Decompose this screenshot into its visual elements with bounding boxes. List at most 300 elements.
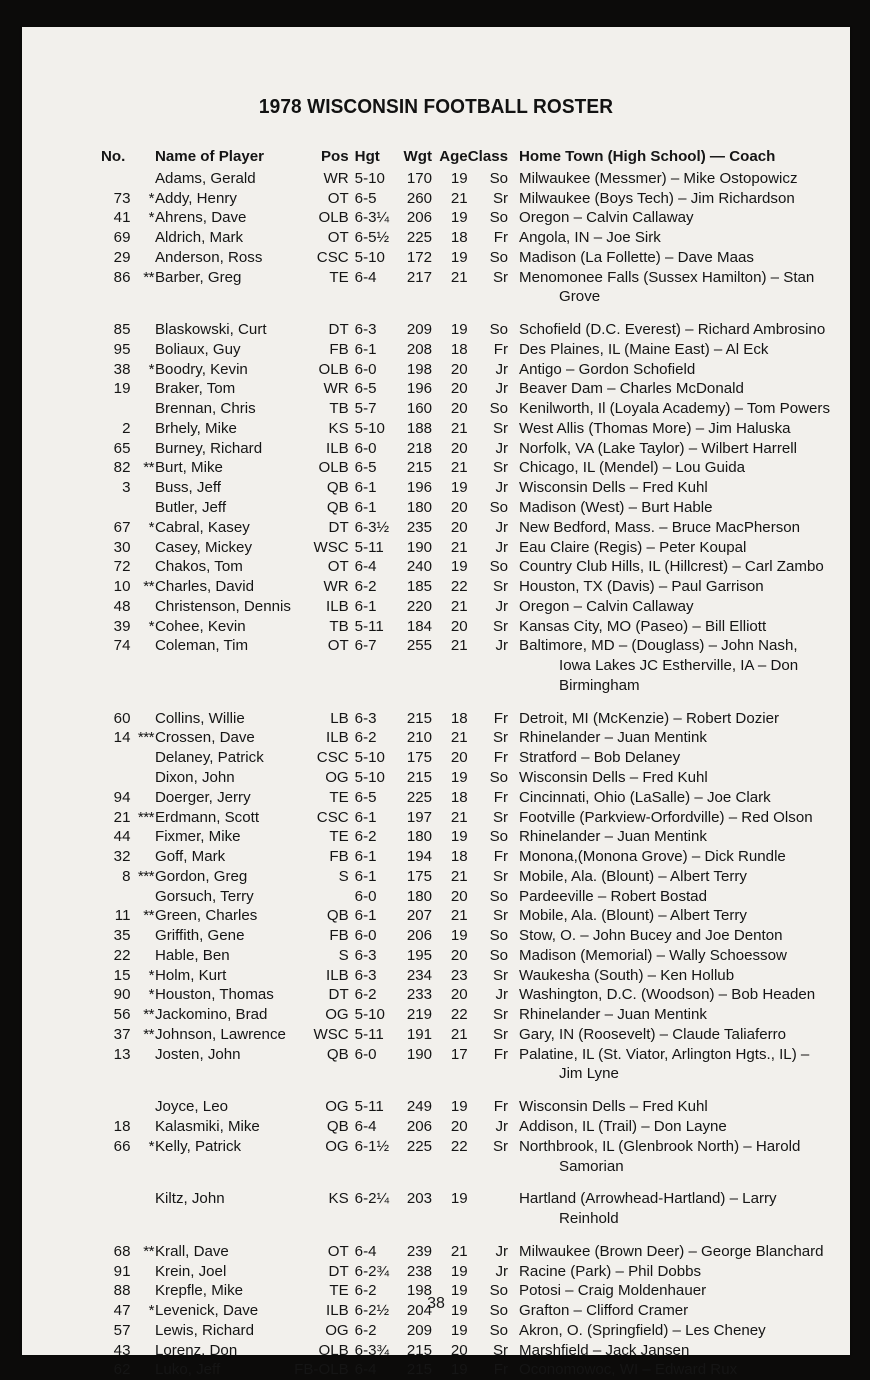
cell-hgt: 6-0 bbox=[354, 927, 377, 945]
cell-stars: * bbox=[148, 189, 154, 207]
cell-hgt: 5-10 bbox=[354, 749, 385, 767]
cell-class: Sr bbox=[492, 1006, 509, 1024]
cell-class: So bbox=[489, 887, 509, 905]
table-row bbox=[100, 1176, 830, 1229]
cell-home-town: Angola, IN – Joe Sirk bbox=[519, 229, 661, 247]
column-header-wgt: Wgt bbox=[403, 148, 432, 165]
cell-stars bbox=[130, 478, 154, 498]
cell-class: Sr bbox=[492, 578, 509, 596]
cell-home-town: Washington, D.C. (Woodson) – Bob Headen bbox=[519, 986, 816, 1004]
table-row bbox=[100, 946, 830, 966]
cell-no: 68 bbox=[113, 1242, 131, 1260]
cell-age: 20 bbox=[450, 617, 468, 635]
cell-class: So bbox=[489, 946, 509, 964]
cell-class: Jr bbox=[495, 597, 509, 615]
cell-age: 20 bbox=[450, 518, 468, 536]
cell-stars: *** bbox=[137, 808, 154, 826]
cell-class: Jr bbox=[495, 1262, 509, 1280]
cell-wgt: 206 bbox=[406, 927, 432, 945]
cell-age: 20 bbox=[450, 986, 468, 1004]
cell-hgt: 6-4 bbox=[354, 268, 377, 286]
cell-no: 69 bbox=[113, 229, 131, 247]
cell-name: Delaney, Patrick bbox=[154, 749, 264, 767]
cell-no: 88 bbox=[113, 1282, 131, 1300]
cell-class: Jr bbox=[495, 538, 509, 556]
cell-pos: WSC bbox=[313, 538, 349, 556]
cell-name: Burt, Mike bbox=[154, 459, 223, 477]
cell-pos: DT bbox=[328, 518, 349, 536]
cell-name: Burney, Richard bbox=[154, 439, 263, 457]
cell-name: Josten, John bbox=[154, 1045, 241, 1063]
cell-name: Holm, Kurt bbox=[154, 966, 227, 984]
table-row bbox=[100, 1117, 830, 1137]
table-row bbox=[100, 1360, 830, 1380]
cell-home-town: Gary, IN (Roosevelt) – Claude Taliaferro bbox=[519, 1025, 787, 1043]
cell-class: Sr bbox=[492, 419, 509, 437]
cell-age: 19 bbox=[450, 1321, 468, 1339]
cell-class: Fr bbox=[493, 340, 509, 358]
cell-home-town: Antigo – Gordon Schofield bbox=[519, 360, 696, 378]
cell-name: Lewis, Richard bbox=[154, 1321, 254, 1339]
cell-no: 18 bbox=[113, 1117, 131, 1135]
cell-pos: FB bbox=[329, 848, 349, 866]
cell-no: 56 bbox=[113, 1006, 131, 1024]
cell-stars bbox=[130, 340, 154, 360]
cell-wgt: 235 bbox=[406, 518, 432, 536]
table-row bbox=[100, 867, 830, 887]
cell-hgt: 6-5 bbox=[354, 380, 377, 398]
cell-home-town: Mobile, Ala. (Blount) – Albert Terry bbox=[519, 867, 747, 885]
cell-pos: OLB bbox=[318, 459, 349, 477]
cell-no: 30 bbox=[113, 538, 131, 556]
cell-wgt: 210 bbox=[406, 729, 432, 747]
cell-name: Kelly, Patrick bbox=[154, 1137, 242, 1155]
cell-class: Sr bbox=[492, 617, 509, 635]
document-page bbox=[22, 27, 850, 1379]
roster-table bbox=[100, 147, 830, 1380]
cell-pos: TE bbox=[329, 268, 349, 286]
cell-wgt: 180 bbox=[406, 887, 432, 905]
cell-stars: ** bbox=[143, 907, 154, 925]
cell-wgt: 196 bbox=[406, 479, 432, 497]
cell-home-town: Madison (Memorial) – Wally Schoessow bbox=[519, 946, 787, 964]
cell-class: Sr bbox=[492, 189, 509, 207]
cell-hgt: 6-4 bbox=[354, 1242, 377, 1260]
cell-name: Doerger, Jerry bbox=[154, 788, 251, 806]
cell-pos: WR bbox=[323, 380, 349, 398]
cell-no: 94 bbox=[113, 788, 131, 806]
cell-home-town: Country Club Hills, IL (Hillcrest) – Carl Zambo bbox=[519, 558, 824, 576]
cell-stars: ** bbox=[143, 268, 154, 286]
cell-hgt: 6-5½ bbox=[354, 229, 390, 247]
cell-home-town: West Allis (Thomas More) – Jim Haluska bbox=[519, 419, 791, 437]
cell-stars bbox=[130, 847, 154, 867]
cell-pos: OG bbox=[325, 1321, 349, 1339]
cell-hgt: 6-5 bbox=[354, 459, 377, 477]
cell-no: 2 bbox=[122, 419, 131, 437]
cell-hgt: 6-5 bbox=[354, 788, 377, 806]
cell-stars bbox=[130, 1084, 154, 1117]
cell-name: Krall, Dave bbox=[154, 1242, 229, 1260]
cell-wgt: 238 bbox=[406, 1262, 432, 1280]
cell-hgt: 6-1 bbox=[354, 848, 377, 866]
cell-pos: TB bbox=[329, 617, 349, 635]
cell-class: Fr bbox=[493, 1045, 509, 1063]
cell-home-town: Wisconsin Dells – Fred Kuhl bbox=[519, 479, 708, 497]
cell-age: 22 bbox=[450, 1137, 468, 1155]
cell-wgt: 260 bbox=[406, 189, 432, 207]
cell-name: Green, Charles bbox=[154, 907, 258, 925]
cell-hgt: 6-3½ bbox=[354, 518, 390, 536]
cell-class: So bbox=[489, 828, 509, 846]
cell-pos: WR bbox=[323, 578, 349, 596]
table-row bbox=[100, 1025, 830, 1045]
cell-stars: * bbox=[148, 617, 154, 635]
cell-age: 20 bbox=[450, 1341, 468, 1359]
cell-class: So bbox=[489, 558, 509, 576]
cell-name: Charles, David bbox=[154, 578, 254, 596]
cell-home-town: Stratford – Bob Delaney bbox=[519, 749, 681, 767]
cell-name: Anderson, Ross bbox=[154, 248, 263, 266]
table-row bbox=[100, 399, 830, 419]
cell-stars: *** bbox=[137, 867, 154, 885]
cell-home-town: Des Plaines, IL (Maine East) – Al Eck bbox=[519, 340, 769, 358]
cell-class: Jr bbox=[495, 360, 509, 378]
cell-age: 20 bbox=[450, 749, 468, 767]
cell-home-town-continuation: Samorian bbox=[559, 1157, 624, 1175]
cell-hgt: 5-10 bbox=[354, 419, 385, 437]
cell-wgt: 172 bbox=[406, 248, 432, 266]
cell-class: So bbox=[489, 1282, 509, 1300]
cell-hgt: 6-2¼ bbox=[354, 1190, 390, 1208]
cell-hgt: 5-10 bbox=[354, 248, 385, 266]
cell-no: 65 bbox=[113, 439, 131, 457]
table-row bbox=[100, 248, 830, 268]
cell-home-town: Oregon – Calvin Callaway bbox=[519, 209, 694, 227]
cell-name: Dixon, John bbox=[154, 768, 235, 786]
cell-stars bbox=[130, 228, 154, 248]
cell-hgt: 6-1½ bbox=[354, 1137, 390, 1155]
cell-wgt: 190 bbox=[406, 1045, 432, 1063]
cell-class: Sr bbox=[492, 729, 509, 747]
cell-name: Barber, Greg bbox=[154, 268, 242, 286]
cell-pos: OT bbox=[327, 1242, 349, 1260]
table-row bbox=[100, 439, 830, 459]
cell-home-town: Akron, O. (Springfield) – Les Cheney bbox=[519, 1321, 766, 1339]
cell-pos: OG bbox=[325, 1137, 349, 1155]
cell-class: So bbox=[489, 209, 509, 227]
cell-name: Joyce, Leo bbox=[154, 1098, 228, 1116]
cell-wgt: 233 bbox=[406, 986, 432, 1004]
cell-class: Fr bbox=[493, 1098, 509, 1116]
cell-hgt: 6-2 bbox=[354, 828, 377, 846]
cell-stars: * bbox=[148, 360, 154, 378]
cell-no: 32 bbox=[113, 848, 131, 866]
cell-pos: TE bbox=[329, 828, 349, 846]
table-row bbox=[100, 617, 830, 637]
cell-stars bbox=[130, 788, 154, 808]
cell-home-town: Racine (Park) – Phil Dobbs bbox=[519, 1262, 702, 1280]
cell-name: Butler, Jeff bbox=[154, 499, 227, 517]
table-row bbox=[100, 1262, 830, 1282]
cell-home-town-continuation: Birmingham bbox=[559, 676, 640, 694]
table-row bbox=[100, 518, 830, 538]
cell-class: Fr bbox=[493, 848, 509, 866]
cell-stars: * bbox=[148, 518, 154, 536]
cell-stars bbox=[130, 748, 154, 768]
table-row bbox=[100, 887, 830, 907]
cell-age: 19 bbox=[450, 209, 468, 227]
cell-stars bbox=[130, 538, 154, 558]
cell-no: 10 bbox=[113, 578, 131, 596]
cell-no: 73 bbox=[113, 189, 131, 207]
cell-class: Sr bbox=[492, 907, 509, 925]
cell-home-town: Detroit, MI (McKenzie) – Robert Dozier bbox=[519, 709, 780, 727]
cell-pos: QB bbox=[326, 479, 349, 497]
cell-hgt: 6-0 bbox=[354, 887, 377, 905]
cell-class: Sr bbox=[492, 1025, 509, 1043]
cell-wgt: 209 bbox=[406, 1321, 432, 1339]
cell-home-town: Mobile, Ala. (Blount) – Albert Terry bbox=[519, 907, 747, 925]
cell-no: 11 bbox=[114, 907, 131, 925]
cell-pos: DT bbox=[328, 321, 349, 339]
cell-wgt: 215 bbox=[406, 1341, 432, 1359]
cell-age: 21 bbox=[450, 189, 468, 207]
cell-home-town: Oregon – Calvin Callaway bbox=[519, 597, 694, 615]
cell-hgt: 6-1 bbox=[354, 597, 377, 615]
cell-pos: ILB bbox=[326, 439, 349, 457]
cell-stars: * bbox=[148, 1137, 154, 1155]
cell-name: Johnson, Lawrence bbox=[154, 1025, 286, 1043]
cell-home-town: Madison (West) – Burt Hable bbox=[519, 499, 713, 517]
cell-name: Goff, Mark bbox=[154, 848, 226, 866]
cell-pos: QB bbox=[326, 907, 349, 925]
cell-pos bbox=[294, 887, 355, 907]
cell-hgt: 6-3¼ bbox=[354, 209, 390, 227]
cell-pos: OG bbox=[325, 1098, 349, 1116]
cell-pos: FB bbox=[329, 340, 349, 358]
cell-pos: LB bbox=[330, 709, 349, 727]
cell-pos: S bbox=[338, 867, 349, 885]
cell-name: Boodry, Kevin bbox=[154, 360, 248, 378]
cell-class: So bbox=[489, 169, 509, 187]
cell-name: Collins, Willie bbox=[154, 709, 245, 727]
cell-home-town: Addison, IL (Trail) – Don Layne bbox=[519, 1117, 727, 1135]
cell-home-town: Wisconsin Dells – Fred Kuhl bbox=[519, 1098, 708, 1116]
cell-home-town: Norfolk, VA (Lake Taylor) – Wilbert Harrell bbox=[519, 439, 797, 457]
cell-home-town: Beaver Dam – Charles McDonald bbox=[519, 380, 744, 398]
table-row bbox=[100, 208, 830, 228]
table-row bbox=[100, 788, 830, 808]
cell-wgt: 239 bbox=[406, 1242, 432, 1260]
cell-wgt: 175 bbox=[406, 867, 432, 885]
cell-no: 15 bbox=[113, 966, 131, 984]
table-row bbox=[100, 577, 830, 597]
table-row bbox=[100, 228, 830, 248]
cell-class: So bbox=[489, 499, 509, 517]
cell-pos: FB bbox=[329, 927, 349, 945]
cell-hgt: 5-11 bbox=[354, 617, 384, 635]
cell-hgt: 6-2¾ bbox=[354, 1262, 390, 1280]
cell-hgt: 6-1 bbox=[354, 867, 377, 885]
cell-hgt: 6-4 bbox=[354, 1361, 377, 1379]
table-row bbox=[100, 1137, 830, 1177]
cell-wgt: 234 bbox=[406, 966, 432, 984]
cell-stars: * bbox=[148, 1302, 154, 1320]
cell-class: Jr bbox=[495, 439, 509, 457]
cell-pos: DT bbox=[328, 986, 349, 1004]
cell-home-town: Houston, TX (Davis) – Paul Garrison bbox=[519, 578, 764, 596]
cell-age: 19 bbox=[450, 1098, 468, 1116]
cell-stars bbox=[130, 946, 154, 966]
cell-age: 19 bbox=[450, 479, 468, 497]
cell-age: 18 bbox=[450, 788, 468, 806]
cell-wgt: 217 bbox=[406, 268, 432, 286]
cell-class: So bbox=[489, 1302, 509, 1320]
roster-table-head bbox=[100, 147, 830, 169]
cell-hgt: 5-11 bbox=[354, 1098, 384, 1116]
cell-no: 14 bbox=[113, 729, 131, 747]
cell-wgt: 196 bbox=[406, 380, 432, 398]
cell-age: 21 bbox=[450, 1025, 468, 1043]
table-row bbox=[100, 696, 830, 729]
cell-stars bbox=[130, 1341, 154, 1361]
cell-stars bbox=[130, 1045, 154, 1085]
cell-home-town: Rhinelander – Juan Mentink bbox=[519, 729, 707, 747]
page-number: 38 bbox=[427, 1295, 445, 1312]
cell-hgt: 6-2 bbox=[354, 1282, 377, 1300]
cell-name: Crossen, Dave bbox=[154, 729, 255, 747]
table-row bbox=[100, 1321, 830, 1341]
cell-wgt: 188 bbox=[406, 419, 432, 437]
cell-home-town: Menomonee Falls (Sussex Hamilton) – Stan Grove bbox=[513, 268, 830, 308]
table-row bbox=[100, 268, 830, 308]
cell-stars bbox=[130, 1360, 154, 1380]
table-row bbox=[100, 985, 830, 1005]
cell-name: Hable, Ben bbox=[154, 946, 230, 964]
cell-age: 19 bbox=[450, 321, 468, 339]
cell-pos: WR bbox=[323, 169, 349, 187]
cell-wgt: 225 bbox=[406, 229, 432, 247]
cell-name: Kalasmiki, Mike bbox=[154, 1117, 260, 1135]
cell-name: Adams, Gerald bbox=[154, 169, 256, 187]
table-row bbox=[100, 906, 830, 926]
cell-name: Gorsuch, Terry bbox=[154, 887, 254, 905]
cell-no: 67 bbox=[113, 518, 131, 536]
cell-class: Fr bbox=[493, 1361, 509, 1379]
table-row bbox=[100, 379, 830, 399]
cell-age: 22 bbox=[450, 1006, 468, 1024]
cell-no: 57 bbox=[113, 1321, 131, 1339]
cell-pos: OT bbox=[327, 229, 349, 247]
cell-no: 3 bbox=[122, 479, 131, 497]
cell-stars: * bbox=[148, 966, 154, 984]
cell-class: So bbox=[489, 248, 509, 266]
cell-no: 8 bbox=[122, 867, 131, 885]
table-header-row bbox=[100, 147, 830, 169]
cell-home-town-continuation: Iowa Lakes JC Estherville, IA – Don bbox=[559, 657, 799, 675]
cell-age: 21 bbox=[450, 597, 468, 615]
cell-pos: OT bbox=[327, 558, 349, 576]
cell-wgt: 255 bbox=[406, 637, 432, 655]
cell-pos: QB bbox=[326, 1117, 349, 1135]
cell-class: Fr bbox=[493, 749, 509, 767]
cell-hgt: 6-3 bbox=[354, 946, 377, 964]
cell-no: 44 bbox=[113, 828, 131, 846]
cell-class: Jr bbox=[495, 1117, 509, 1135]
cell-wgt: 225 bbox=[406, 788, 432, 806]
cell-wgt: 180 bbox=[406, 499, 432, 517]
table-row bbox=[100, 458, 830, 478]
cell-wgt: 209 bbox=[406, 321, 432, 339]
cell-home-town-continuation: Jim Lyne bbox=[559, 1065, 619, 1083]
cell-hgt: 6-2½ bbox=[354, 1302, 390, 1320]
cell-wgt: 191 bbox=[406, 1025, 432, 1043]
cell-age: 18 bbox=[450, 229, 468, 247]
cell-age: 21 bbox=[450, 459, 468, 477]
cell-name: Aldrich, Mark bbox=[154, 229, 244, 247]
cell-home-town: Milwaukee (Brown Deer) – George Blanchard bbox=[519, 1242, 824, 1260]
cell-home-town: Monona,(Monona Grove) – Dick Rundle bbox=[519, 848, 786, 866]
column-header-age: Age bbox=[439, 148, 468, 165]
cell-wgt: 203 bbox=[406, 1190, 432, 1208]
cell-stars bbox=[130, 926, 154, 946]
cell-home-town: Stow, O. – John Bucey and Joe Denton bbox=[519, 927, 783, 945]
cell-age: 19 bbox=[450, 558, 468, 576]
table-row bbox=[100, 189, 830, 209]
cell-age: 21 bbox=[450, 419, 468, 437]
cell-name: Krepfle, Mike bbox=[154, 1282, 244, 1300]
cell-stars: ** bbox=[143, 459, 154, 477]
cell-name: Buss, Jeff bbox=[154, 479, 221, 497]
cell-name: Levenick, Dave bbox=[154, 1302, 259, 1320]
cell-no: 47 bbox=[113, 1302, 131, 1320]
table-row bbox=[100, 538, 830, 558]
cell-hgt: 6-2 bbox=[354, 729, 377, 747]
cell-age: 20 bbox=[450, 499, 468, 517]
cell-class: Fr bbox=[493, 788, 509, 806]
cell-stars bbox=[130, 307, 154, 340]
cell-pos: OT bbox=[327, 637, 349, 655]
cell-name: Brhely, Mike bbox=[154, 419, 237, 437]
cell-no: 66 bbox=[113, 1137, 131, 1155]
cell-wgt: 195 bbox=[406, 946, 432, 964]
column-header-class: Class bbox=[467, 148, 509, 165]
cell-home-town: Milwaukee (Boys Tech) – Jim Richardson bbox=[519, 189, 795, 207]
cell-hgt: 6-2 bbox=[354, 578, 377, 596]
cell-hgt: 6-3 bbox=[354, 709, 377, 727]
table-row bbox=[100, 478, 830, 498]
cell-class: Fr bbox=[493, 229, 509, 247]
cell-class bbox=[468, 1176, 513, 1229]
cell-wgt: 198 bbox=[406, 360, 432, 378]
cell-no: 72 bbox=[113, 558, 131, 576]
cell-no: 19 bbox=[113, 380, 131, 398]
cell-pos: CSC bbox=[316, 808, 349, 826]
cell-no: 85 bbox=[113, 321, 131, 339]
cell-name: Boliaux, Guy bbox=[154, 340, 241, 358]
column-header-name: Name of Player bbox=[154, 148, 265, 165]
cell-name: Fixmer, Mike bbox=[154, 828, 241, 846]
cell-pos: OLB bbox=[318, 209, 349, 227]
cell-name: Lorenz, Don bbox=[154, 1341, 238, 1359]
table-row bbox=[100, 768, 830, 788]
cell-wgt: 190 bbox=[406, 538, 432, 556]
cell-age: 21 bbox=[450, 538, 468, 556]
cell-hgt: 6-1 bbox=[354, 340, 377, 358]
cell-age: 21 bbox=[450, 268, 468, 286]
cell-stars bbox=[130, 1176, 154, 1229]
